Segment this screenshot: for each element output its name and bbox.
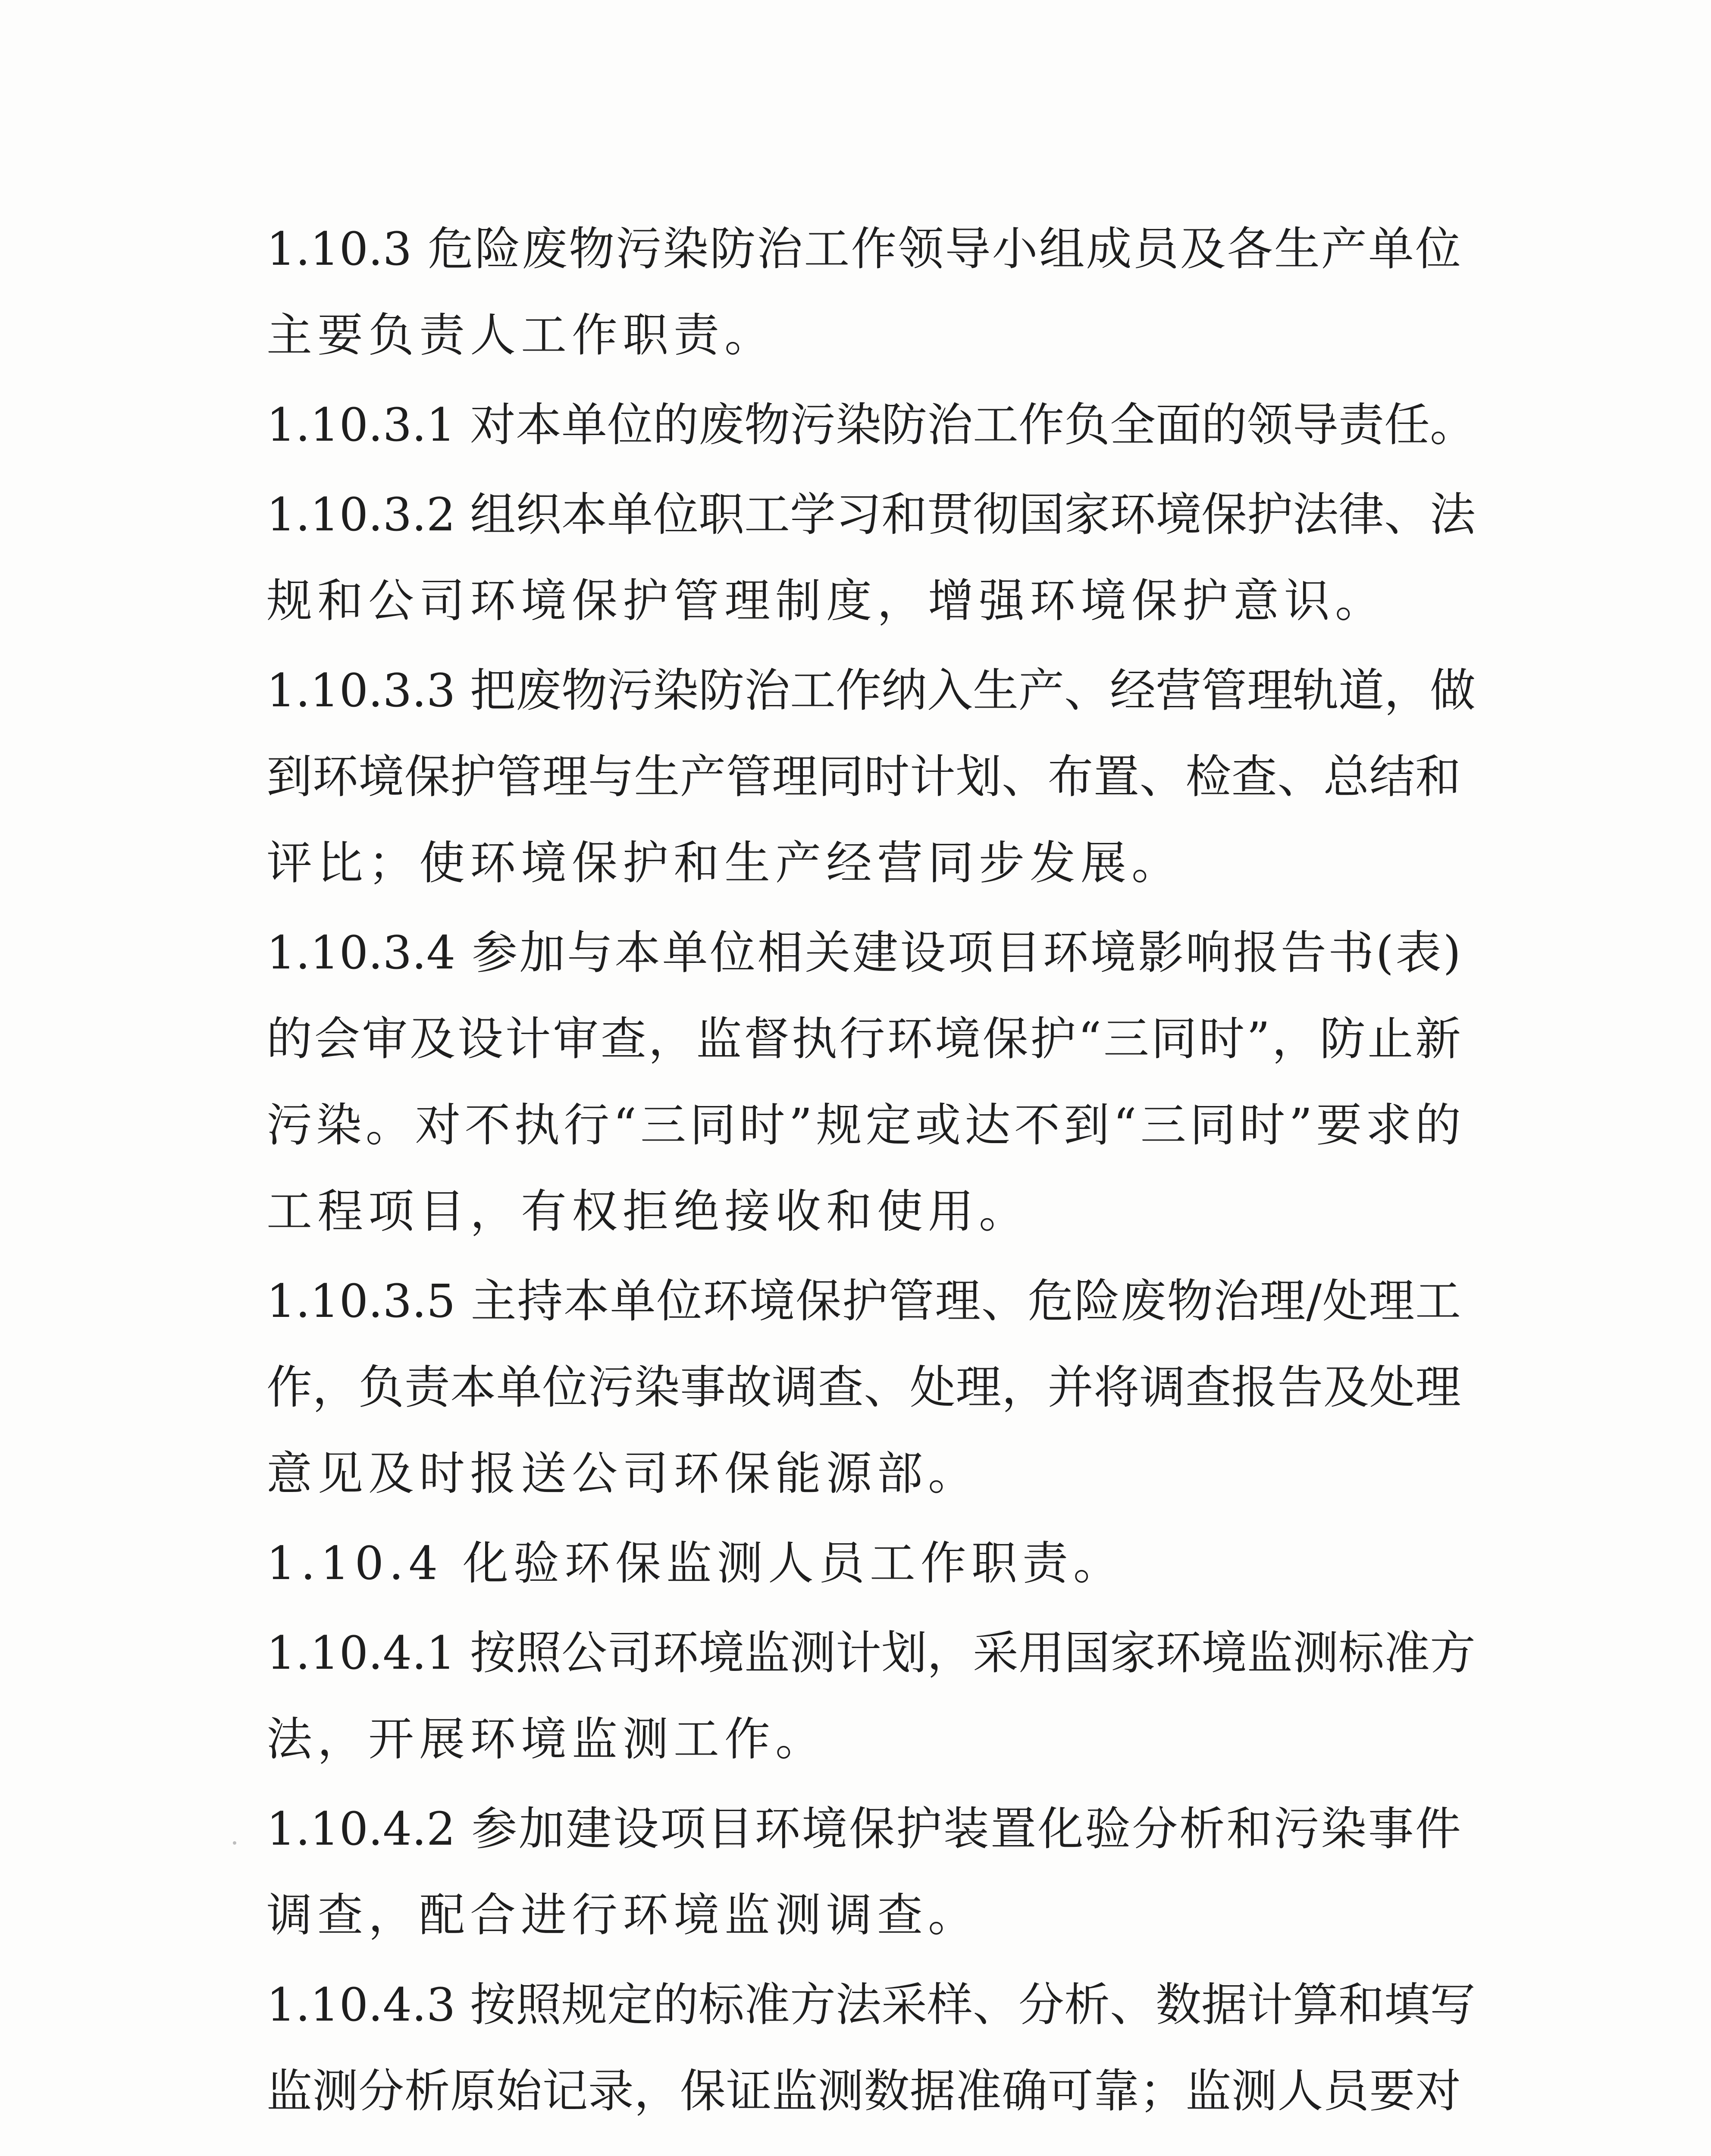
text-line: 法，开展环境监测工作。 [266, 1713, 826, 1766]
text-line: 作，负责本单位污染事故调查、处理，并将调查报告及处理 [266, 1361, 1461, 1414]
text-line: 工程项目，有权拒绝接收和使用。 [266, 1185, 1030, 1238]
text-line: 的会审及设计审查，监督执行环境保护“三同时”，防止新 [266, 1012, 1461, 1065]
text-line: 1.10.4.1 按照公司环境监测计划，采用国家环境监测标准方 [266, 1626, 1476, 1680]
text-line: 污染。对不执行“三同时”规定或达不到“三同时”要求的 [266, 1099, 1461, 1152]
text-line: 1.10.3 危险废物污染防治工作领导小组成员及各生产单位 [266, 222, 1461, 276]
text-line: 1.10.3.4 参加与本单位相关建设项目环境影响报告书(表) [266, 926, 1461, 979]
text-line: 调查，配合进行环境监测调查。 [266, 1889, 979, 1942]
text-line: 主要负责人工作职责。 [266, 309, 775, 362]
text-line: 评比；使环境保护和生产经营同步发展。 [266, 837, 1182, 890]
text-line: 1.10.3.3 把废物污染防治工作纳入生产、经营管理轨道，做 [266, 664, 1476, 717]
text-line: 1.10.3.5 主持本单位环境保护管理、危险废物治理/处理工 [266, 1275, 1461, 1328]
text-line: 1.10.4.3 按照规定的标准方法采样、分析、数据计算和填写 [266, 1978, 1476, 2031]
scan-speck [233, 1841, 236, 1845]
text-line: 规和公司环境保护管理制度，增强环境保护意识。 [266, 574, 1386, 627]
text-line: 1.10.3.1 对本单位的废物污染防治工作负全面的领导责任。 [266, 398, 1476, 451]
text-line: 1.10.4 化验环保监测人员工作职责。 [266, 1537, 1124, 1590]
text-line: 意见及时报送公司环保能源部。 [266, 1447, 979, 1500]
text-line: 1.10.3.2 组织本单位职工学习和贯彻国家环境保护法律、法 [266, 488, 1476, 541]
text-line: 到环境保护管理与生产管理同时计划、布置、检查、总结和 [266, 750, 1461, 803]
text-line: 1.10.4.2 参加建设项目环境保护装置化验分析和污染事件 [266, 1802, 1461, 1855]
text-line: 监测分析原始记录，保证监测数据准确可靠；监测人员要对 [266, 2065, 1461, 2118]
